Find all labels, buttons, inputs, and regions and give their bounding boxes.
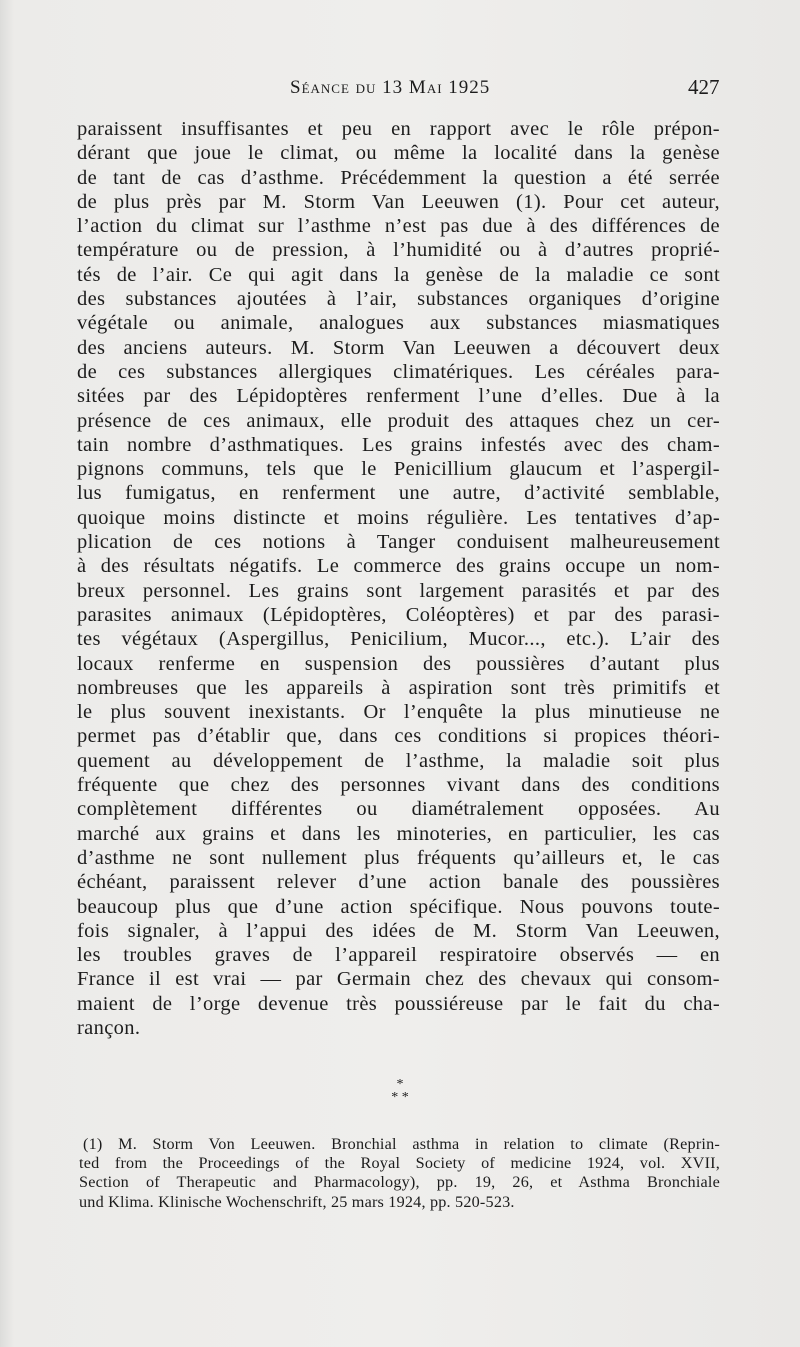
footnote-line: Section of Therapeutic and Pharmacology), pp. 19, 26, et Asthma Bronchiale bbox=[79, 1173, 720, 1192]
footnote-line: ted from the Proceedings of the Royal Society of medicine 1924, vol. XVII, bbox=[79, 1154, 720, 1173]
text-line: tes végétaux (Aspergillus, Penicilium, Mucor..., etc.). L’air des bbox=[77, 628, 720, 651]
text-line: quement au développement de l’asthme, la maladie soit plus bbox=[77, 749, 720, 772]
text-line: végétale ou animale, analogues aux substances miasmatiques bbox=[77, 312, 720, 335]
section-separator bbox=[370, 1078, 430, 1104]
text-line: le plus souvent inexistants. Or l’enquête la plus minutieuse ne bbox=[77, 701, 720, 724]
text-line: France il est vrai — par Germain chez des chevaux qui consom- bbox=[77, 968, 720, 991]
text-line: marché aux grains et dans les minoteries, en particulier, les cas bbox=[77, 822, 720, 845]
text-line: des substances ajoutées à l’air, substances organiques d’origine bbox=[77, 288, 720, 311]
separator-star-top: * bbox=[396, 1077, 404, 1092]
body-text bbox=[77, 117, 720, 1040]
footnote-line: (1) M. Storm Von Leeuwen. Bronchial asthma in relation to climate (Reprin- bbox=[83, 1135, 720, 1153]
running-head: Séance du 13 Mai 1925 bbox=[290, 77, 491, 98]
text-line: échéant, paraissent relever d’une action banale des poussières bbox=[77, 871, 720, 894]
text-line: parasites animaux (Lépidoptères, Coléoptères) et par des parasi- bbox=[77, 603, 720, 626]
text-line: à des résultats négatifs. Le commerce des grains occupe un nom- bbox=[77, 555, 720, 578]
text-line: sitées par des Lépidoptères renferment l’une d’elles. Due à la bbox=[77, 385, 720, 408]
text-line: maient de l’orge devenue très poussiéreuse par le fait du cha- bbox=[77, 992, 720, 1015]
page-header bbox=[0, 74, 800, 104]
text-line: rançon. bbox=[77, 1016, 141, 1039]
text-line: présence de ces animaux, elle produit des attaques chez un cer- bbox=[77, 409, 720, 432]
page-number: 427 bbox=[688, 75, 720, 99]
text-line: nombreuses que les appareils à aspiration sont très primitifs et bbox=[77, 676, 720, 699]
text-line: paraissent insuffisantes et peu en rapport avec le rôle prépon- bbox=[77, 118, 720, 140]
separator-stars-bottom: * * bbox=[391, 1090, 409, 1105]
text-line: complètement différentes ou diamétralement opposées. Au bbox=[77, 798, 720, 821]
text-line: tain nombre d’asthmatiques. Les grains infestés avec des cham- bbox=[77, 433, 720, 456]
footnote bbox=[79, 1135, 720, 1212]
text-line: des anciens auteurs. M. Storm Van Leeuwen a découvert deux bbox=[77, 336, 720, 359]
text-line: fois signaler, à l’appui des idées de M. Storm Van Leeuwen, bbox=[77, 919, 720, 942]
text-line: fréquente que chez des personnes vivant dans des conditions bbox=[77, 774, 720, 797]
text-line: les troubles graves de l’appareil respiratoire observés — en bbox=[77, 944, 720, 967]
text-line: l’action du climat sur l’asthme n’est pas due à des différences de bbox=[77, 215, 720, 238]
footnote-line: und Klima. Klinische Wochenschrift, 25 mars 1924, pp. 520-523. bbox=[79, 1192, 515, 1211]
text-line: pignons communs, tels que le Penicillium glaucum et l’aspergil- bbox=[77, 458, 720, 481]
text-line: lus fumigatus, en renferment une autre, d’activité semblable, bbox=[77, 482, 720, 505]
text-line: plication de ces notions à Tanger conduisent malheureusement bbox=[77, 531, 720, 554]
text-line: breux personnel. Les grains sont largement parasités et par des bbox=[77, 579, 720, 602]
text-line: de tant de cas d’asthme. Précédemment la question a été serrée bbox=[77, 166, 720, 189]
text-line: de ces substances allergiques climatériques. Les céréales para- bbox=[77, 360, 720, 383]
text-line: quoique moins distincte et moins régulière. Les tentatives d’ap- bbox=[77, 506, 720, 529]
text-line: de plus près par M. Storm Van Leeuwen (1). Pour cet auteur, bbox=[77, 190, 720, 213]
text-line: tés de l’air. Ce qui agit dans la genèse de la maladie ce sont bbox=[77, 263, 720, 286]
text-line: d’asthme ne sont nullement plus fréquents qu’ailleurs et, le cas bbox=[77, 846, 720, 869]
text-line: beaucoup plus que d’une action spécifique. Nous pouvons toute- bbox=[77, 895, 720, 918]
text-line: température ou de pression, à l’humidité ou à d’autres proprié- bbox=[77, 239, 720, 262]
text-line: permet pas d’établir que, dans ces conditions si propices théori- bbox=[77, 725, 720, 748]
text-line: dérant que joue le climat, ou même la localité dans la genèse bbox=[77, 142, 720, 165]
text-line: locaux renferme en suspension des poussières d’autant plus bbox=[77, 652, 720, 675]
